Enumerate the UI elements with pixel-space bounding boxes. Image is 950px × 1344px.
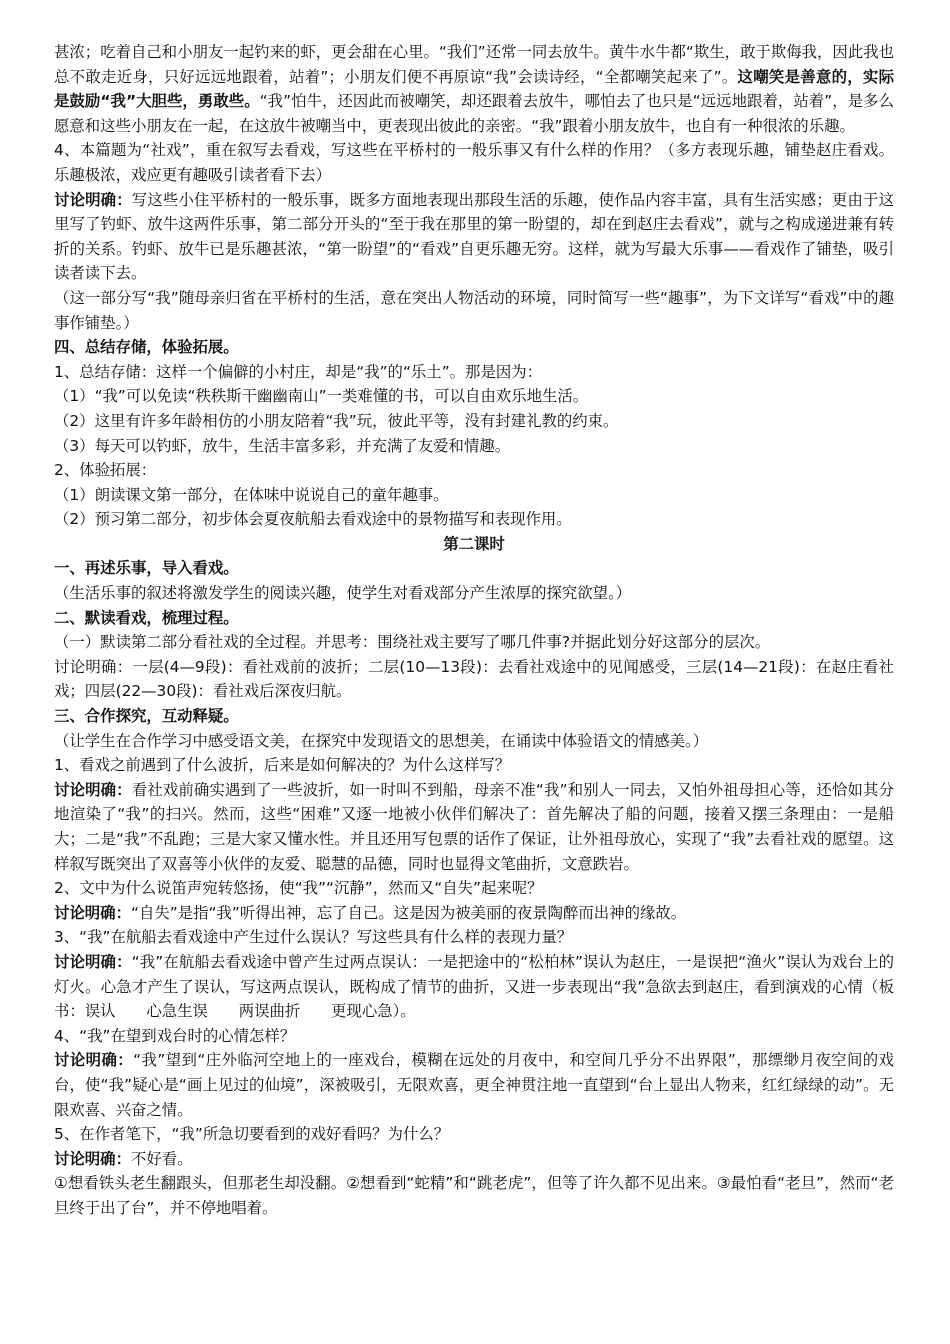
bold-text: 讨论明确： — [54, 780, 132, 799]
paragraph — [54, 1024, 894, 1049]
text: 2、体验拓展： — [54, 461, 157, 480]
text: （生活乐事的叙述将激发学生的阅读兴趣，使学生对看戏部分产生浓厚的探究欲望。） — [54, 584, 632, 603]
paragraph — [54, 1122, 894, 1147]
bold-text: 一、再述乐事，导入看戏。 — [54, 559, 239, 578]
paragraph — [54, 556, 894, 581]
section-heading — [54, 532, 894, 557]
text: （让学生在合作学习中感受语文美，在探究中发现语文的思想美，在诵读中体验语文的情感美。） — [54, 731, 709, 750]
text: （1）“我”可以免读“秩秩斯干幽幽南山”一类难懂的书，可以自由欢乐地生活。 — [54, 387, 589, 406]
bold-text: 第二课时 — [443, 534, 505, 553]
bold-text: 讨论明确： — [54, 1149, 131, 1168]
bold-text: 三、合作探究，互动释疑。 — [54, 707, 239, 726]
text: 看社戏前确实遇到了一些波折，如一时叫不到船，母亲不准“我”和别人一同去，又怕外祖母担心等，还恰如其分地渲染了“我”的扫兴。然而，这些“困难”又逐一地被小伙伴们解决了：首先解决了船的问题，接着又摆三条理由：一是船大；二是“我”不乱跑；三是大家又懂水性。并且还用写包票的话作了保证，让外祖母放心，实现了“我”去看社戏的愿望。这样叙写既突出了双喜等小伙伴的友爱、聪慧的品德，同时也显得文笔曲折，文意跌岩。 — [54, 780, 894, 873]
text: 写这些小住平桥村的一般乐事，既多方面地表现出那段生活的乐趣，使作品内容丰富，具有生活实感；更由于这里写了钓虾、放牛这两件乐事，第二部分开头的“至于我在那里的第一盼望的，却在到赵庄去看戏”，就与之构成递进兼有转折的关系。钓虾、放牛已是乐趣甚浓，“第一盼望”的“看戏”自更乐趣无穷。这样，就为写最大乐事——看戏作了铺垫，吸引读者读下去。 — [54, 190, 894, 283]
paragraph — [54, 1147, 894, 1172]
text: 不好看。 — [130, 1149, 193, 1168]
text: 甚浓；吃着自己和小朋友一起钓来的虾，更会甜在心里。“我们”还常一同去放牛。黄牛水牛都“欺生，敢于欺侮我，因此我也总不敢走近身，只好远远地跟着，站着”；小朋友们便不再原谅“我”会读诗经，“全都嘲笑起来了”。 — [54, 43, 894, 86]
paragraph — [54, 434, 894, 459]
paragraph — [54, 704, 894, 729]
text: 1、看戏之前遇到了什么波折，后来是如何解决的？为什么这样写？ — [54, 756, 511, 775]
paragraph — [54, 925, 894, 950]
text: （2）预习第二部分，初步体会夏夜航船去看戏途中的景物描写和表现作用。 — [54, 510, 572, 529]
text: （3）每天可以钓虾，放牛，生活丰富多彩，并充满了友爱和情趣。 — [54, 436, 511, 455]
text: 5、在作者笔下，“我”所急切要看到的戏好看吗？为什么？ — [54, 1125, 450, 1144]
bold-text: 这嘲笑是善意的，实际是鼓励“我”大胆些，勇敢些。 — [54, 67, 894, 111]
text: （2）这里有许多年龄相仿的小朋友陪着“我”玩，彼此平等，没有封建礼教的约束。 — [54, 411, 619, 430]
text: “我”怕牛，还因此而被嘲笑，却还跟着去放牛，哪怕去了也只是“远远地跟着，站着”，是多么愿意和这些小朋友在一起，在这放牛被嘲当中，更表现出彼此的亲密。“我”跟着小朋友放牛，也自有一种很浓的乐趣。 — [54, 92, 894, 135]
paragraph — [54, 458, 894, 483]
text: 4、“我”在望到戏台时的心情怎样？ — [54, 1026, 296, 1045]
paragraph — [54, 630, 894, 655]
text: 4、本篇题为“社戏”，重在叙写去看戏，写这些在平桥村的一般乐事又有什么样的作用？（多方表现乐趣，铺垫赵庄看戏。乐趣极浓，戏应更有趣吸引读者看下去） — [54, 141, 894, 184]
paragraph — [54, 384, 894, 409]
paragraph — [54, 507, 894, 532]
text: 1、总结存储：这样一个偏僻的小村庄，却是“我”的“乐土”。那是因为： — [54, 362, 543, 381]
paragraph — [54, 606, 894, 631]
text: “我”在航船去看戏途中曾产生过两点误认：一是把途中的“松柏林”误认为赵庄，一是误把“渔火”误认为戏台上的灯火。心急才产生了误认，写这两点误认，既构成了情节的曲折，又进一步表现出“我”急欲去到赵庄，看到演戏的心情（板书：误认 心急生误 两误曲折 更现心急）。 — [54, 952, 894, 1021]
paragraph — [54, 188, 894, 286]
paragraph — [54, 1048, 894, 1122]
paragraph — [54, 581, 894, 606]
text: ①想看铁头老生翻跟头，但那老生却没翻。②想看到“蛇精”和“跳老虎”，但等了许久都不见出来。③最怕看“老旦”，然而“老旦终于出了台”，并不停地唱着。 — [54, 1174, 894, 1217]
text: “自失”是指“我”听得出神，忘了自己。这是因为被美丽的夜景陶醉而出神的缘故。 — [130, 903, 687, 922]
paragraph — [54, 901, 894, 926]
bold-text: 讨论明确： — [54, 1051, 134, 1070]
text: （1）朗读课文第一部分，在体味中说说自己的童年趣事。 — [54, 485, 449, 504]
paragraph — [54, 729, 894, 754]
paragraph — [54, 876, 894, 901]
bold-text: 讨论明确： — [54, 190, 132, 209]
paragraph — [54, 40, 894, 138]
text: （一）默读第二部分看社戏的全过程。并思考：围绕社戏主要写了哪几件事?并据此划分好这部分的层次。 — [54, 633, 771, 652]
paragraph — [54, 483, 894, 508]
paragraph — [54, 409, 894, 434]
text: （这一部分写“我”随母亲归省在平桥村的生活，意在突出人物活动的环境，同时简写一些“趣事”，为下文详写“看戏”中的趣事作铺垫。） — [54, 288, 894, 332]
text: “我”望到“庄外临河空地上的一座戏台，模糊在远处的月夜中，和空间几乎分不出界限”，那缥缈月夜空间的戏台，使“我”疑心是“画上见过的仙境”，深被吸引，无限欢喜，更全神贯注地一直望到“台上显出人物来，红红绿绿的动”。无限欢喜、兴奋之情。 — [54, 1051, 894, 1119]
paragraph — [54, 1171, 894, 1220]
text: 3、“我”在航船去看戏途中产生过什么误认？写这些具有什么样的表现力量？ — [54, 928, 573, 947]
paragraph — [54, 138, 894, 187]
paragraph — [54, 360, 894, 385]
text: 讨论明确：一层(4—9段)：看社戏前的波折；二层(10—13段)：去看社戏途中的见闻感受，三层(14—21段)：在赵庄看社戏；四层(22—30段)：看社戏后深夜归航。 — [54, 657, 894, 701]
paragraph — [54, 655, 894, 704]
paragraph — [54, 286, 894, 335]
bold-text: 讨论明确： — [54, 903, 131, 922]
bold-text: 二、默读看戏，梳理过程。 — [54, 608, 239, 627]
paragraph — [54, 753, 894, 778]
bold-text: 讨论明确： — [54, 952, 132, 971]
text: 2、文中为什么说笛声宛转悠扬，使“我”“沉静”，然而又“自失”起来呢？ — [54, 879, 543, 898]
paragraph — [54, 950, 894, 1024]
paragraph — [54, 335, 894, 360]
bold-text: 四、总结存储，体验拓展。 — [54, 338, 239, 357]
paragraph — [54, 778, 894, 876]
